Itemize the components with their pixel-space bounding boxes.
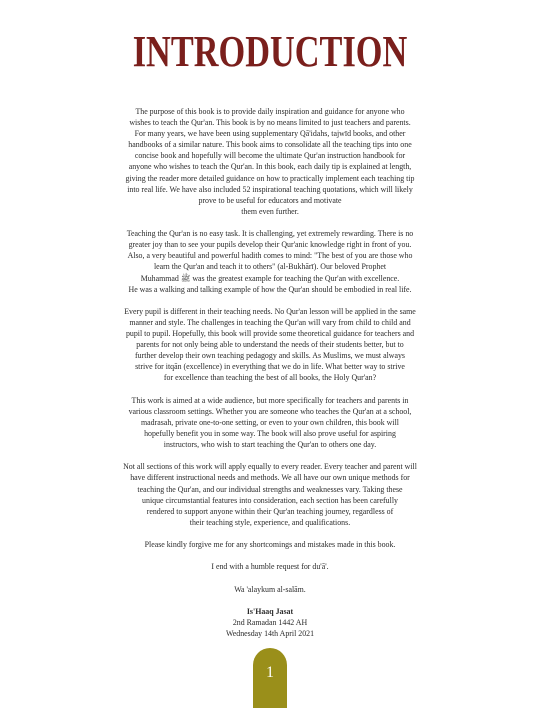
page-title: INTRODUCTION — [132, 27, 408, 76]
text-line: teaching the Qur'an, and our individual strengths and weaknesses vary. Taking these — [137, 484, 403, 494]
text-line: This work is aimed at a wide audience, but more specifically for teachers and parents in — [131, 395, 409, 405]
text-line: pupil to pupil. Hopefully, this book will provide some theoretical guidance for teachers and — [125, 329, 415, 339]
text-line: their teaching style, experience, and qualifications. — [189, 517, 351, 527]
text-line: handbooks of a similar nature. This book aims to consolidate all the teaching tips into one — [128, 140, 412, 150]
author-name: Is'Haaq Jasat — [246, 606, 294, 616]
text-line: strive for itqān (excellence) in everything that we do in life. What better way to strive — [135, 362, 405, 372]
paragraph — [84, 306, 456, 384]
text-line: instructors, who wish to start teaching the Qur'an to others one day. — [163, 440, 377, 450]
text-line: further develop their own teaching pedagogy and skills. As Muslims, we must always — [135, 351, 405, 361]
text-line: He was a walking and talking example of how the Qur'an should be embodied in real life. — [128, 284, 412, 294]
text-line: wishes to teach the Qur'an. This book is by no means limited to just teachers and parents. — [129, 118, 411, 128]
signature-block — [84, 606, 456, 639]
paragraph — [84, 106, 456, 217]
text-line: prove to be useful for educators and motivate — [198, 195, 342, 205]
text-line: manner and style. The challenges in teaching the Qur'an will vary from child to child and — [129, 317, 411, 327]
text-line: Not all sections of this work will apply equally to every reader. Every teacher and parent will — [123, 462, 417, 472]
text-line: into real life. We have also included 52 inspirational teaching quotations, which will likely — [127, 184, 413, 194]
text-line: unique circumstantial features into consideration, each section has been carefully — [142, 495, 398, 505]
text-line: Also, a very beautiful and powerful hadith comes to mind: "The best of you are those who — [127, 251, 413, 261]
text-line: Please kindly forgive me for any shortcomings and mistakes made in this book. — [144, 540, 396, 550]
date-gregorian: Wednesday 14th April 2021 — [225, 629, 315, 639]
text-line: Teaching the Qur'an is no easy task. It is challenging, yet extremely rewarding. There is no — [126, 229, 414, 239]
paragraph — [84, 395, 456, 450]
text-line: The purpose of this book is to provide daily inspiration and guidance for anyone who — [135, 107, 405, 116]
text-line: I end with a humble request for du'ā'. — [211, 562, 329, 572]
text-line: hopefully benefit you in some way. The book will also prove useful for aspiring — [144, 429, 396, 438]
text-line: giving the reader more detailed guidance on how to practically implement each teaching tip — [125, 173, 415, 183]
text-line: Wa 'alaykum al-salām. — [234, 584, 306, 594]
paragraph — [84, 584, 456, 595]
text-line: anyone who wishes to teach the Qur'an. In this book, each daily tip is explained at length, — [128, 162, 412, 172]
text-line: Muhammad ﷺ was the greatest example for teaching the Qur'an with excellence. — [140, 273, 400, 283]
paragraph — [84, 539, 456, 550]
text-line: learn the Qur'an and teach it to others" (al-Bukhārī). Our beloved Prophet — [153, 262, 387, 272]
text-line: them even further. — [241, 206, 299, 216]
paragraph — [84, 461, 456, 528]
text-line: parents for not only being able to understand the needs of their students better, but to — [136, 340, 404, 350]
text-line: have different instructional needs and methods. We all have our own unique methods for — [130, 473, 410, 483]
text-line: Every pupil is different in their teaching needs. No Qur'an lesson will be applied in the same — [124, 306, 416, 316]
text-line: For many years, we have been using supplementary Qā'idahs, tajwīd books, and other — [134, 129, 406, 139]
body-text — [84, 106, 456, 639]
text-line: concise book and hopefully will become the ultimate Qur'an instruction handbook for — [134, 151, 406, 161]
text-line: greater joy than to see your pupils develop their Qur'anic knowledge right in front of you. — [128, 240, 412, 250]
text-line: various classroom settings. Whether you are someone who teaches the Qur'an at a school, — [128, 406, 412, 416]
text-line: madrasah, private one-to-one setting, or even to your own children, this book will — [141, 417, 399, 427]
date-hijri: 2nd Ramadan 1442 AH — [232, 618, 308, 628]
paragraph — [84, 228, 456, 295]
page-number: 1 — [266, 664, 274, 681]
paragraph — [84, 561, 456, 572]
text-line: rendered to support anyone within their Qur'an teaching journey, regardless of — [146, 506, 394, 516]
text-line: for excellence than teaching the best of all books, the Holy Qur'an? — [163, 373, 377, 383]
